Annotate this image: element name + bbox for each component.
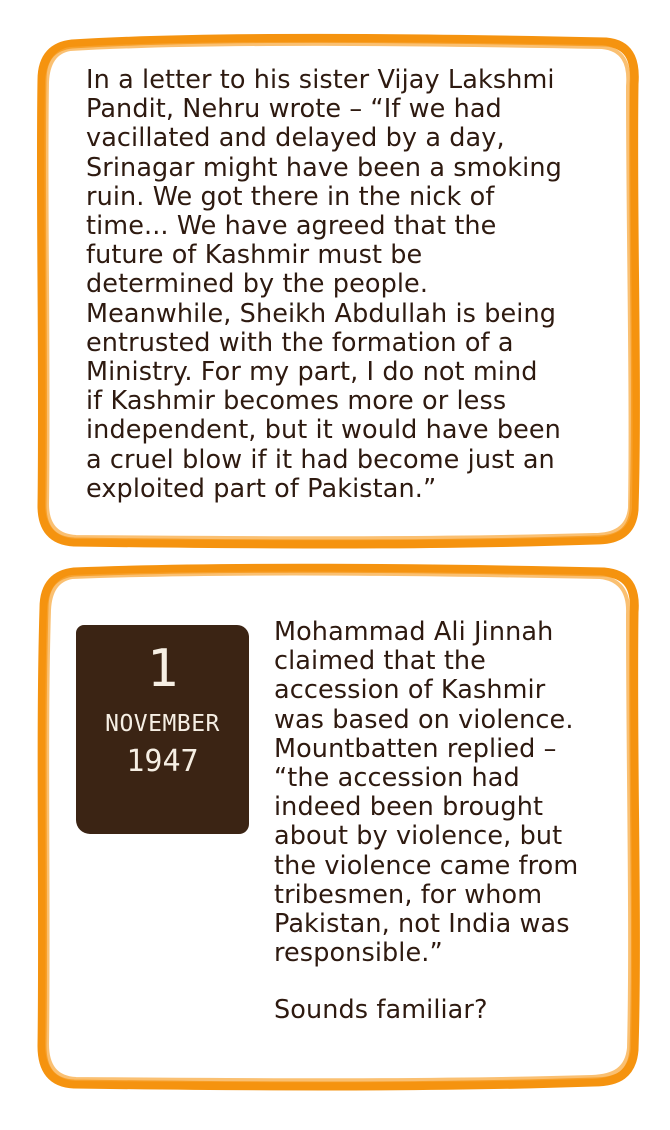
jinnah-mountbatten-text: Mohammad Ali Jinnah claimed that the accession of Kashmir was based on violence. Mountbatten replied – “the accession had indeed been brought about by violence, but the violence came from tribesmen, for whom Pakistan, not India was responsible.”	[274, 617, 579, 969]
date-year: 1947	[126, 744, 199, 779]
nehru-letter-quote: In a letter to his sister Vijay Lakshmi Pandit, Nehru wrote – “If we had vacillated and delayed by a day, Srinagar might have been a smoking ruin. We got there in the nick of time... We have agreed that the future of Kashmir must be determined by the people. Meanwhile, Sheikh Abdullah is being entrusted with the formation of a Ministry. For my part, I do not mind if Kashmir becomes more or less independent, but it would have been a cruel blow if it had become just an exploited part of Pakistan.”	[86, 65, 562, 504]
date-month: NOVEMBER	[105, 711, 220, 737]
date-day: 1	[146, 639, 179, 699]
closing-question: Sounds familiar?	[274, 995, 488, 1025]
date-badge	[76, 625, 249, 834]
